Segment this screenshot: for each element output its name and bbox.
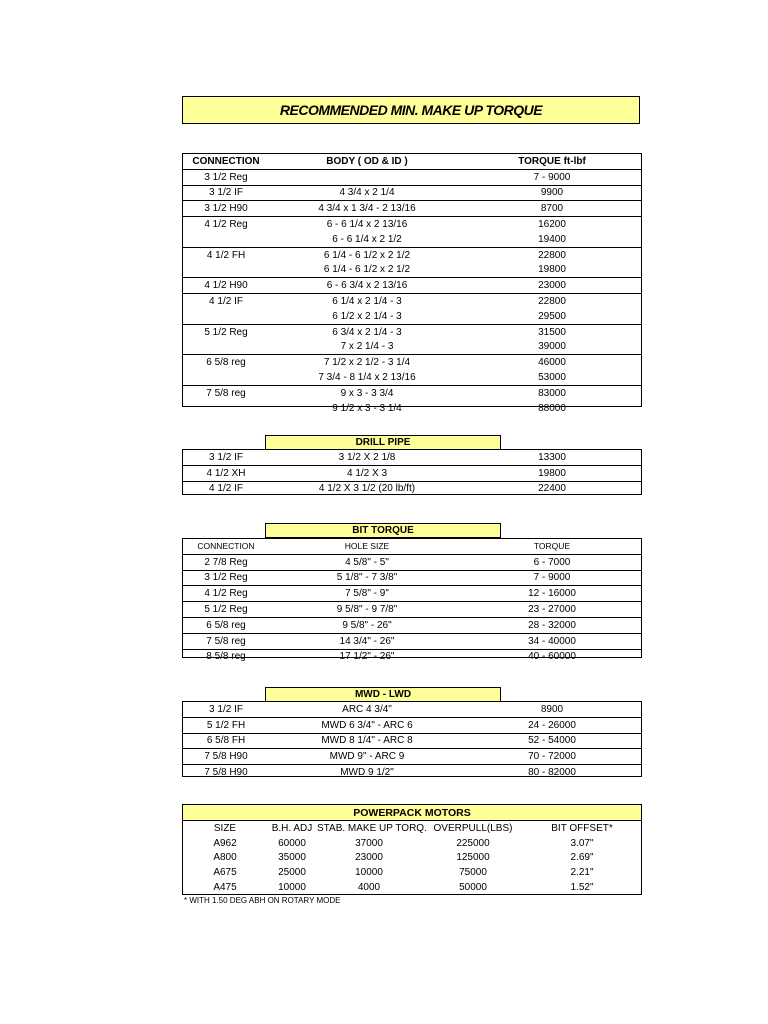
table-cell: A962 [213,837,237,849]
table-cell: 125000 [456,852,490,864]
table-cell: 22400 [538,483,566,495]
table-cell: A475 [213,882,237,894]
table-cell: 9 5/8" - 9 7/8" [336,604,398,616]
table-row [183,633,641,649]
table-cell: 83000 [538,387,566,399]
table-cell: 23000 [355,852,383,864]
table-row [183,401,641,416]
table-row [183,717,641,733]
drill-pipe-table [182,449,642,495]
column-header: B.H. ADJ [271,822,313,834]
mwd-lwd-label: MWD - LWD [265,687,501,702]
table-cell: 9 x 3 - 3 3/4 [340,387,394,399]
column-header: BODY ( OD & ID ) [326,155,408,167]
table-header-row [183,821,641,836]
table-cell: 22800 [538,296,566,308]
table-cell: 4 1/2 X 3 1/2 (20 lb/ft) [318,483,416,495]
table-cell: 7 5/8 H90 [204,751,248,763]
column-header: HOLE SIZE [344,541,390,552]
table-row [183,649,641,665]
table-row [183,481,641,497]
table-cell: 23 - 27000 [528,604,576,616]
table-cell: 28 - 32000 [528,619,576,631]
table-cell: 17 1/2" - 26" [339,651,395,663]
table-row [183,554,641,570]
table-cell: 29500 [538,310,566,322]
table-cell: 60000 [278,837,306,849]
table-cell: 3 1/2 X 2 1/8 [338,451,396,463]
table-cell: 7 5/8" - 9" [345,588,389,600]
table-cell: 4 1/2 XH [206,467,246,479]
table-row [183,370,641,385]
table-cell: MWD 8 1/4" - ARC 8 [321,735,413,747]
table-cell: 7 3/4 - 8 1/4 x 2 13/16 [318,372,416,384]
table-row [183,617,641,633]
table-cell: 1.52" [570,882,594,894]
table-cell: 3.07" [570,837,594,849]
column-header: BIT OFFSET* [551,822,613,834]
table-row [183,232,641,247]
table-cell: 22800 [538,249,566,261]
table-cell: 8900 [540,703,564,715]
column-header: STAB. MAKE UP TORQ. [317,822,427,834]
mwd-lwd-table [182,701,642,777]
table-cell: ARC 4 3/4" [342,703,392,715]
table-cell: 4 1/2 IF [209,483,243,495]
table-row [183,324,641,340]
table-cell: 4 1/2 X 3 [346,467,388,479]
table-header-row [183,539,641,554]
table-cell: 7 1/2 x 2 1/2 - 3 1/4 [323,357,411,369]
table-cell: 6 - 6 1/4 x 2 1/2 [332,233,402,245]
table-cell: 6 5/8 reg [206,357,246,369]
table-cell: 16200 [538,219,566,231]
table-cell: 3 1/2 IF [209,187,243,199]
table-cell: 9 5/8" - 26" [342,619,392,631]
column-header: OVERPULL(LBS) [433,822,513,834]
table-cell: 4 5/8" - 5" [345,556,389,568]
table-cell: 5 1/2 Reg [204,604,248,616]
table-cell: 4 1/2 Reg [204,219,248,231]
table-cell: 6 1/4 - 6 1/2 x 2 1/2 [323,249,411,261]
table-cell: 6 1/4 x 2 1/4 - 3 [332,296,402,308]
table-cell: A800 [213,852,237,864]
table-row [183,865,641,880]
table-cell: 70 - 72000 [528,751,576,763]
table-cell: 25000 [278,867,306,879]
table-cell: 7 - 9000 [533,171,571,183]
table-cell: 8 5/8 reg [206,651,246,663]
table-row [183,465,641,481]
table-row [183,836,641,851]
table-row [183,169,641,185]
table-cell: 37000 [355,837,383,849]
table-cell: 23000 [538,280,566,292]
table-cell: 4 1/2 FH [206,249,246,261]
column-header: CONNECTION [197,541,255,552]
table-cell: 3 1/2 H90 [204,203,248,215]
table-cell: 46000 [538,357,566,369]
table-cell: 2 7/8 Reg [204,556,248,568]
table-row [183,340,641,355]
table-cell: 10000 [355,867,383,879]
table-cell: MWD 9" - ARC 9 [329,751,405,763]
table-row [183,880,641,895]
table-cell: MWD 9 1/2" [340,767,394,779]
table-cell: 19800 [538,467,566,479]
table-cell: A675 [213,867,237,879]
table-cell: MWD 6 3/4" - ARC 6 [321,719,413,731]
table-row [183,851,641,866]
table-cell: 7 5/8 reg [206,387,246,399]
powerpack-label-text: POWERPACK MOTORS [353,806,471,819]
column-header: TORQUE ft-lbf [518,155,586,167]
table-cell: 14 3/4" - 26" [339,635,395,647]
table-row [183,601,641,617]
table-row [183,764,641,780]
table-cell: 6 - 7000 [533,556,571,568]
table-row [183,748,641,764]
table-row [183,733,641,749]
table-cell: 3 1/2 Reg [204,171,248,183]
table-row [183,570,641,586]
table-cell: 31500 [538,326,566,338]
table-cell: 88000 [538,402,566,414]
table-cell: 10000 [278,882,306,894]
drill-pipe-label: DRILL PIPE [265,435,501,450]
table-header-row [183,154,641,169]
table-row [183,385,641,401]
table-cell: 53000 [538,372,566,384]
table-cell: 7 x 2 1/4 - 3 [340,341,394,353]
table-cell: 4000 [357,882,381,894]
table-cell: 4 1/2 Reg [204,588,248,600]
table-cell: 34 - 40000 [528,635,576,647]
table-row [183,263,641,278]
table-cell: 12 - 16000 [528,588,576,600]
table-row [183,216,641,232]
table-cell: 52 - 54000 [528,735,576,747]
table-cell: 7 5/8 H90 [204,767,248,779]
table-cell: 4 3/4 x 2 1/4 [339,187,395,199]
table-row [183,185,641,201]
table-cell: 5 1/2 Reg [204,326,248,338]
table-cell: 4 1/2 H90 [204,280,248,292]
table-cell: 6 3/4 x 2 1/4 - 3 [332,326,402,338]
footnote: * WITH 1.50 DEG ABH ON ROTARY MODE [184,896,341,905]
table-cell: 7 - 9000 [533,572,571,584]
table-row [183,354,641,370]
table-cell: 6 - 6 1/4 x 2 13/16 [326,219,408,231]
table-cell: 2.21" [570,867,594,879]
table-cell: 24 - 26000 [528,719,576,731]
page-title: RECOMMENDED MIN. MAKE UP TORQUE [182,96,640,124]
table-cell: 9900 [540,187,564,199]
table-cell: 75000 [459,867,487,879]
column-header: CONNECTION [192,155,260,167]
table-row [183,702,641,717]
table-cell: 19400 [538,233,566,245]
table-cell: 6 5/8 reg [206,619,246,631]
table-row [183,277,641,293]
column-header: TORQUE [533,541,571,552]
make-up-torque-table [182,153,642,414]
table-cell: 35000 [278,852,306,864]
table-cell: 6 - 6 3/4 x 2 13/16 [326,280,408,292]
table-cell: 19800 [538,264,566,276]
table-row [183,200,641,216]
table-row [183,309,641,324]
powerpack-label [183,805,641,821]
table-cell: 80 - 82000 [528,767,576,779]
powerpack-motors-table [182,804,642,895]
table-row [183,450,641,465]
table-cell: 2.69" [570,852,594,864]
table-cell: 3 1/2 IF [209,451,243,463]
table-cell: 40 - 60000 [528,651,576,663]
table-cell: 8700 [540,203,564,215]
table-cell: 225000 [456,837,490,849]
table-cell: 3 1/2 IF [209,703,243,715]
table-cell: 9 1/2 x 3 - 3 1/4 [332,402,402,414]
table-cell: 6 5/8 FH [206,735,246,747]
table-cell: 3 1/2 Reg [204,572,248,584]
column-header: SIZE [213,822,237,834]
table-cell: 6 1/4 - 6 1/2 x 2 1/2 [323,264,411,276]
table-cell: 4 3/4 x 1 3/4 - 2 13/16 [318,203,416,215]
table-cell: 5 1/2 FH [206,719,246,731]
table-cell: 4 1/2 IF [209,296,243,308]
table-cell: 7 5/8 reg [206,635,246,647]
table-cell: 50000 [459,882,487,894]
table-cell: 5 1/8" - 7 3/8" [336,572,398,584]
table-row [183,247,641,263]
table-row [183,293,641,309]
table-cell: 6 1/2 x 2 1/4 - 3 [332,310,402,322]
table-cell: 39000 [538,341,566,353]
table-cell: 13300 [538,451,566,463]
table-row [183,585,641,601]
bit-torque-table [182,538,642,663]
bit-torque-label: BIT TORQUE [265,523,501,538]
